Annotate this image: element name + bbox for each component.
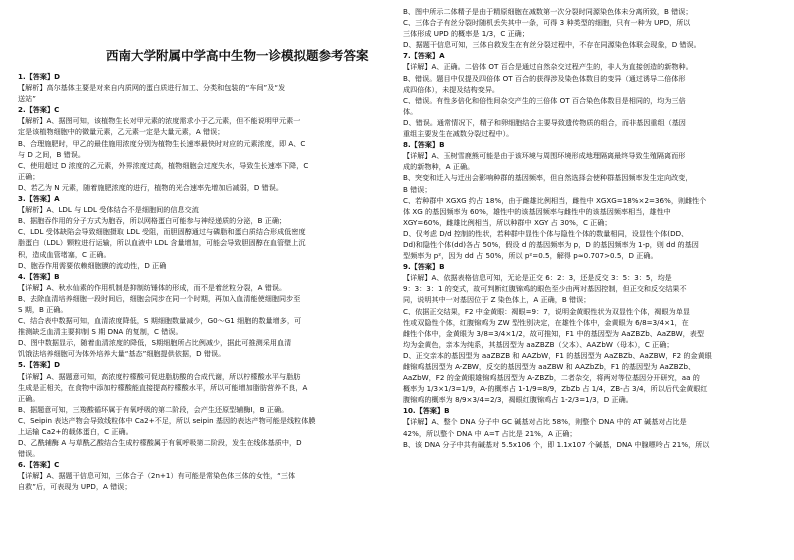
text-line: 定是该植物细胞中的微量元素，乙元素一定是大量元素，A 错误； [18,127,225,137]
text-line: 【详解】A、依据表格信息可知，无论是正交 6：2：3，还是反交 3：5：3：5，均是 [403,273,672,283]
text-line: B 错误； [403,184,432,194]
answer-heading: 8.【答案】B [403,140,445,150]
text-line: XGY=60%，雌雄比例相当，所以种群中 XGY 占 30%，C 正确； [403,217,612,227]
answer-heading: 6.【答案】C [18,460,60,470]
text-line: 错误。 [18,449,40,459]
text-line: C、三体合子有丝分裂时随机丢失其中一条，可得 3 种类型的细胞，只有一种为 UPD，所以 [403,18,691,28]
text-line: 【详解】A、据题干信息可知，三体合子（2n+1）有可能是常染色体三体的女性，“三体 [18,471,296,481]
text-line: 脂蛋白（LDL）颗粒进行运输，所以血液中 LDL 含量增加，可能会导致胆固醇在血管壁上沉 [18,238,306,248]
text-line: 三体形成 UPD 的概率是 1/3，C 正确； [403,29,529,39]
text-line: C、依据正交结果，F2 中金黄眼：褐眼=9：7，说明金黄眼性状为双显性个体，褐眼为单显 [403,306,691,316]
text-line: 腹锦鸡的概率为 8/9×3/4=2/3，褐眼红腹锦鸡占 1-2/3=1/3，D 正确。 [403,395,633,405]
text-line: B、据胞吞作用的分子方式为胞吞，所以网格蛋白可能参与神经递质的分泌，B 正确； [18,216,287,226]
text-line: D、错误。通常情况下，精子和卵细胞结合主要导致遗传物质的组合，而非基因重组（基因 [403,117,686,127]
text-line: D、若乙为 N 元素，随着施肥浓度的进行，植物的光合速率先增加后减弱，D 错误。 [18,182,283,192]
text-line: 体 XG 的基因频率为 60%，雄性中的该基因频率与雌性中的该基因频率相当，雄性中 [403,206,671,216]
text-line: 【详解】A、正确。二倍体 OT 百合是通过自然杂交过程产生的，非人为直接创造的新物种。 [403,62,693,72]
text-line: D、正交亲本的基因型为 aaZBZB 和 AAZbW，F1 的基因型为 AaZBZb、AaZBW，F2 的金黄眼 [403,350,712,360]
text-line: 推测缺乏血清主要抑制 S 期 DNA 的复制，C 错误。 [18,327,183,337]
text-line: Dd)和隐性个体(dd)各占 50%，假设 d 的基因频率为 p，D 的基因频率为 1-p，则 dd 的基因 [403,239,699,249]
document-title: 西南大学附属中学高中生物一诊模拟题参考答案 [106,48,369,63]
text-line: B、据题意可知，三羧酸循环属于有氧呼吸的第二阶段，会产生还原型辅酶Ⅰ，B 正确。 [18,404,289,414]
text-line: 生成是正相关，在食物中添加柠檬酸能直接提高柠檬酸水平，所以可能增加脂肪营养不良，A [18,382,308,392]
text-line: 均为金黄色，亲本为纯系，其基因型为 aaZBZB（父本）、AAZbW（母本），C 正确； [403,339,674,349]
text-line: 成四倍体），未提及结构变异。 [403,84,500,94]
right-column-lines [403,6,775,450]
answer-heading: 4.【答案】B [18,271,60,281]
text-line: 与 D 之间，B 错误。 [18,149,85,159]
text-line: 概率为 1/3×1/3=1/9，A-的概率占 1-1/9=8/9，ZbZb 占 1/4，ZB-占 3/4，所以后代金黄眼红 [403,384,708,394]
text-line: B、突变和迁入与迁出会影响种群的基因频率，但自然选择会使种群基因频率发生定向改变， [403,173,693,183]
left-column-lines [18,71,393,493]
text-line: 上运输 Ca2+的载体蛋白，C 正确。 [18,427,133,436]
text-line: 重组主要发生在减数分裂过程中）。 [403,129,514,139]
text-line: B、合理施肥时，甲乙的最佳施用浓度分别为植物生长速率最快时对应的元素浓度，即 A、C [18,138,306,148]
answer-heading: 3.【答案】A [18,194,60,204]
text-line: 42%，所以整个 DNA 中 A=T 占比是 21%，A 正确； [403,428,577,438]
text-line: 正确。 [18,393,40,403]
text-line: 【详解】A、玉树雪鹿熊可能是由于该环境与周围环境形成地理隔离最终导致生殖隔离而形 [403,151,686,161]
text-line: AaZbW，F2 的金黄眼雄锦鸡基因型为 A-ZBZb，二者杂交，将两对等位基因分开研究，aa 的 [403,373,700,383]
text-line: D、仅考虑 D/d 控制的性状，若种群中显性个体与隐性个体的数量相同，设显性个体(DD、 [403,228,689,238]
text-line: B、错误。题目中仅提及四倍体 OT 百合的获得涉及染色体数目的变异（通过诱导二倍体形 [403,73,686,83]
answer-heading: 5.【答案】D [18,360,61,370]
answer-heading: 1.【答案】D [18,72,61,81]
text-line: C、使用超过 D 浓度的乙元素，外界浓度过高，植物细胞会过度失水，导致生长速率下降，C [18,160,309,170]
text-line: 9：3：3：1 的变式，故可判断红腹锦鸡的眼色至少由两对基因控制，但正交和反交结果不 [403,284,687,294]
answer-heading: 10.【答案】B [403,406,450,416]
text-line: 同，说明其中一对基因位于 Z 染色体上，A 正确，B 错误； [403,295,591,305]
text-line: 【详解】A、秋水仙素的作用机制是抑制纺锤体的形成，而不是着丝粒分裂，A 错误。 [18,282,287,292]
text-line: C、错误。有性多倍化和倍性间杂交产生的三倍体 OT 百合染色体数目是相同的，均为三倍 [403,95,686,105]
text-line: 【解析】高尔基体主要是对来自内质网的蛋白质进行加工、分类和包装的“车间”及“发 [18,83,286,93]
text-line: C、Seipin 表达产物会导致线粒体中 Ca2+不足，所以 seipin 基因的表达产物可能是线粒体膜 [18,415,316,425]
text-line: 性或双隐性个体，红腹锦鸡为 ZW 型性别决定，在雄性个体中，金黄眼为 6/8=3/4×1，在 [403,317,689,327]
text-line: S 期，B 正确。 [18,304,68,314]
text-line: B、图中所示二体精子是由于精原细胞在减数第一次分裂时同源染色体未分离所致，B 错误； [403,7,693,16]
text-line: 成的新物种，A 正确。 [403,162,475,172]
text-line: C、若种群中 XGXG 约占 18%，由于雌雄比例相当，雌性中 XGXG=18%×2=36%，则雌性个 [403,195,707,205]
text-line: B、该 DNA 分子中共有碱基对 5.5x106 个，即 1.1x107 个碱基，DNA 中腺嘌呤占 21%，所以 [403,439,710,449]
answer-heading: 9.【答案】B [403,262,445,272]
text-line: D、乙酰辅酶 A 与草酰乙酸结合生成柠檬酸属于有氧呼吸第二阶段，发生在线体基质中，D [18,438,302,448]
text-line: D、据题干信息可知，三体自救发生在有丝分裂过程中，不存在同源染色体联会现象，D 错误。 [403,40,701,50]
text-line: C、结合表中数据可知，血清浓度降低，S 期细胞数量减少，G0～G1 细胞的数量增多，可 [18,316,302,326]
text-line: B、去除血清培养细胞一段时间后，细胞会同步在同一个时期，再加入血清能使细胞同步至 [18,293,301,303]
left-column [18,0,393,560]
text-line: 正确； [18,171,40,181]
text-line: C、LDL 受体缺陷会导致细胞摄取 LDL 受阻，而胆固醇通过与磷脂和蛋白质结合形成低密度 [18,227,306,237]
text-line: D、胞吞作用需要依赖细胞膜的流动性，D 正确 [18,260,167,270]
text-line: 饥饿法培养细胞可为体外培养大量“基态”细胞提供依据，D 错误。 [18,349,226,359]
text-line: 体。 [403,106,418,116]
text-line: 【详解】A、据题意可知，高浓度柠檬酸可促进脂肪酸的合成代谢，所以柠檬酸水平与脂肪 [18,371,301,381]
right-column [403,0,775,560]
text-line: 自救”后，可表现为 UPD，A 错误； [18,482,132,492]
text-line: 【详解】A、整个 DNA 分子中 GC 碱基对占比 58%，则整个 DNA 中的 AT 碱基对占比是 [403,417,687,427]
text-line: 雌性个体中，金黄眼为 3/8=3/4×1/2，故可推知，F1 中的基因型为 AaZBZb、AaZBW，表型 [403,328,704,338]
text-line: 型频率为 p²，因为 dd 占 50%，所以 p²=0.5，解得 p≈0.707>0.5，D 正确。 [403,251,658,261]
answer-heading: 2.【答案】C [18,105,60,115]
text-line: 【解析】A、LDL 与 LDL 受体结合不是细胞间的信息交流 [18,205,199,215]
text-line: 雌锦鸡基因型为 A-ZBW，反交的基因型为 aaZBW 和 AAZbZb，F1 的基因型为 AaZBZb、 [403,362,696,371]
text-line: 送站” [18,94,36,104]
text-line: 积，造成血管堵塞，C 正确。 [18,249,111,259]
text-line: 【解析】A、据图可知，该植物生长对甲元素的浓度需求小于乙元素，但不能说明甲元素一 [18,116,301,126]
answer-heading: 7.【答案】A [403,51,445,61]
text-line: D、图中数据显示，随着血清浓度的降低，S期细胞所占比例减少，据此可推测采用血清 [18,338,292,348]
